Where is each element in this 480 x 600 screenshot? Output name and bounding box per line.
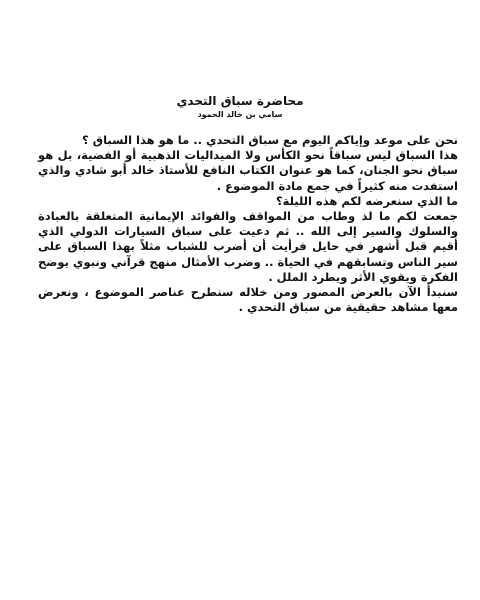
document-author: سامي بن خالد الحمود — [197, 110, 283, 119]
paragraph-content: جمعت لكم ما لذ وطاب من المواقف والفوائد الإيمانية المتعلقة بالعبادة والسلوك والسير إلى الله .. ثم دعيت على سباق السيارات الدولي الذي أقيم قبل أشهر في حايل فرأيت أن أضرب للشباب مثلاً بهذا السباق على سير الناس وتسابقهم في الحياة .. وضرب الأمثال منهج قرآني ونبوي يوضح الفكرة ويقوي الأثر ويطرد الملل . — [38, 209, 458, 284]
document-body — [38, 133, 458, 315]
document-title: محاضرة سباق التحدي — [176, 94, 304, 108]
paragraph-race-description: هذا السباق ليس سباقاً نحو الكأس ولا الميداليات الذهبية أو الفضية، بل هو سباق نحو الجنان، كما هو عنوان الكتاب النافع للأستاذ خالد أبو شادي والذي استفدت منه كثيراً في جمع مادة الموضوع . — [38, 148, 458, 193]
paragraph-conclusion: سنبدأ الآن بالعرض المصور ومن خلاله سنطرح عناصر الموضوع ، ونعرض معها مشاهد حقيقية من سباق التحدي . — [38, 285, 458, 315]
paragraph-intro: نحن على موعد وإياكم اليوم مع سباق التحدي .. ما هو هذا السباق ؟ — [82, 133, 458, 147]
paragraph-question: ما الذي سنعرضه لكم هذه الليلة؟ — [275, 193, 458, 208]
